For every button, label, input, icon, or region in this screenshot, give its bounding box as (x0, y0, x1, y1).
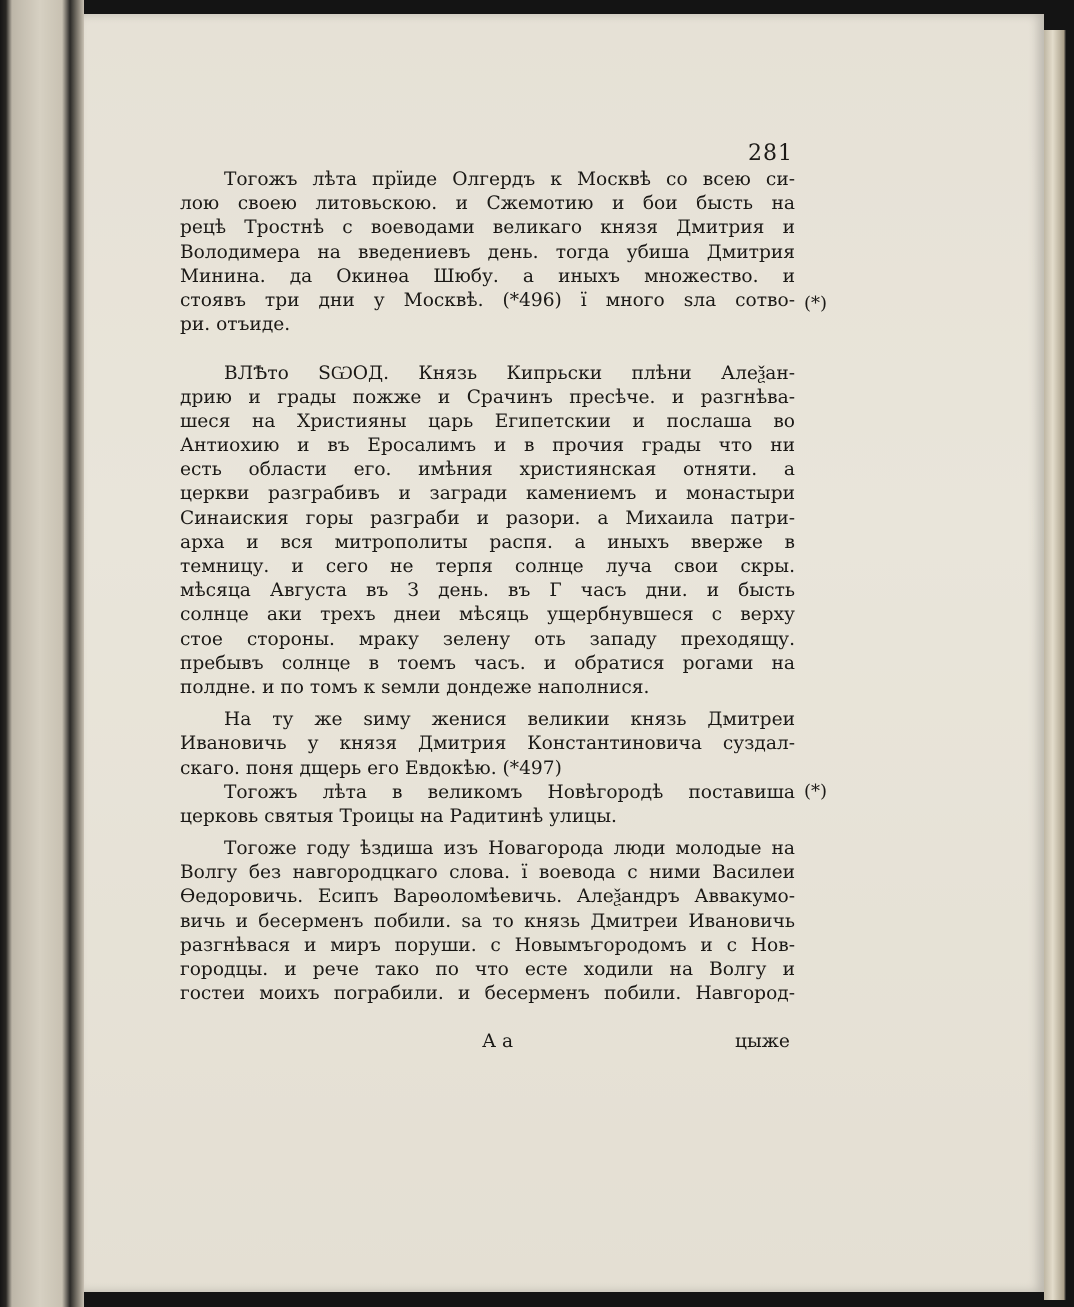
paragraph-2 (180, 362, 795, 701)
text-line: церкви разграбивъ и загради камениемъ и монастыри (180, 483, 795, 505)
text-line: ВЛѢто ЅѠОД. Князь Кипрьски плѣни Алеѯан- (224, 362, 795, 384)
text-line: пребывъ солнце в тоемъ часъ. и обратися рогами на (180, 652, 795, 674)
paragraph-1 (180, 168, 795, 337)
paragraph-4 (180, 781, 795, 829)
text-line: шеся на Християны царь Египетскии и послаша во (180, 410, 795, 432)
text-line: лою своею литовьскою. и Сжемотию и бои бысть на (180, 193, 795, 215)
catchword: цыже (735, 1031, 790, 1052)
text-line: Тогоже году ѣздиша изъ Новагорода люди молодые на (224, 838, 795, 860)
text-line: гостеи моихъ пограбили. и бесерменъ побили. Навгород- (180, 983, 795, 1005)
previous-page-edge (0, 0, 70, 1307)
text-line: стоявъ три дни у Москвѣ. (*496) ї много ѕла сотво- (180, 289, 795, 311)
marginal-note: (*) (804, 293, 828, 314)
text-line: скаго. поня дщерь его Евдокѣю. (*497) (180, 757, 562, 779)
text-line: Тогожъ лѣта в великомъ Новѣгородѣ поставиша (224, 781, 795, 803)
book-gutter (70, 0, 84, 1307)
text-line: На ту же ѕиму женися великии князь Дмитреи (224, 709, 795, 731)
text-line: городцы. и рече тако по что есте ходили на Волгу и (180, 959, 795, 980)
text-line: есть области его. имѣния християнская отняти. а (180, 459, 795, 481)
text-line: рецѣ Тростнѣ с воеводами великаго князя Дмитрия и (180, 217, 795, 239)
paragraph-3 (180, 708, 795, 781)
text-line: Тогожъ лѣта прїиде Олгердъ к Москвѣ со всею си- (224, 169, 795, 190)
text-line: Володимера на введениевъ день. тогда убиша Дмитрия (180, 241, 795, 263)
paragraph-gap (180, 337, 795, 361)
text-line: темницу. и сего не терпя солнце луча свои скры. (180, 556, 795, 577)
text-line: церковь святыя Троицы на Радитинѣ улицы. (180, 805, 617, 827)
printer-signature: А а (482, 1031, 514, 1052)
marginal-note: (*) (804, 781, 828, 802)
text-line: арха и вся митрополиты распя. а иныхъ вверже в (180, 531, 795, 553)
text-line: разгнѣвася и миръ поруши. с Новымъгородомъ и с Нов- (180, 934, 795, 956)
text-line: солнце аки трехъ днеи мѣсяць ущербнувшеся с верху (180, 604, 795, 626)
text-line: Волгу без навгородцкаго слова. ї воевода с ними Василеи (180, 862, 795, 884)
main-text (180, 168, 795, 1006)
paragraph-gap (180, 829, 795, 837)
text-line: Ѳедоровичь. Есипъ Варѳоломѣевичь. Алеѯандръ Аввакумо- (180, 886, 795, 908)
page-stack-edge (1044, 30, 1066, 1300)
text-line: ри. отъиде. (180, 314, 291, 336)
paragraph-5 (180, 837, 795, 1006)
text-line: мѣсяца Августа въ З день. въ Г часъ дни. и бысть (180, 580, 795, 602)
page-number: 281 (748, 141, 793, 166)
text-line: полдне. и по томъ к ѕемли дондеже наполнися. (180, 676, 650, 698)
text-line: Ивановичь у князя Дмитрия Константиновича суздал- (180, 733, 795, 755)
text-line: дрию и грады пожже и Срачинъ пресѣче. и разгнѣва- (180, 386, 795, 408)
text-line: вичь и бесерменъ побили. ѕа то князь Дмитреи Ивановичь (180, 910, 795, 932)
text-line: Минина. да Окинѳа Шюбу. а иныхъ множество. и (180, 265, 795, 287)
text-line: Антиохию и въ Еросалимъ и в прочия грады что ни (180, 435, 795, 457)
text-line: стое стороны. мраку зелену оть западу преходящу. (180, 628, 795, 650)
text-line: Синаиския горы разграби и разори. а Михаила патри- (180, 507, 795, 529)
paragraph-gap (180, 700, 795, 708)
